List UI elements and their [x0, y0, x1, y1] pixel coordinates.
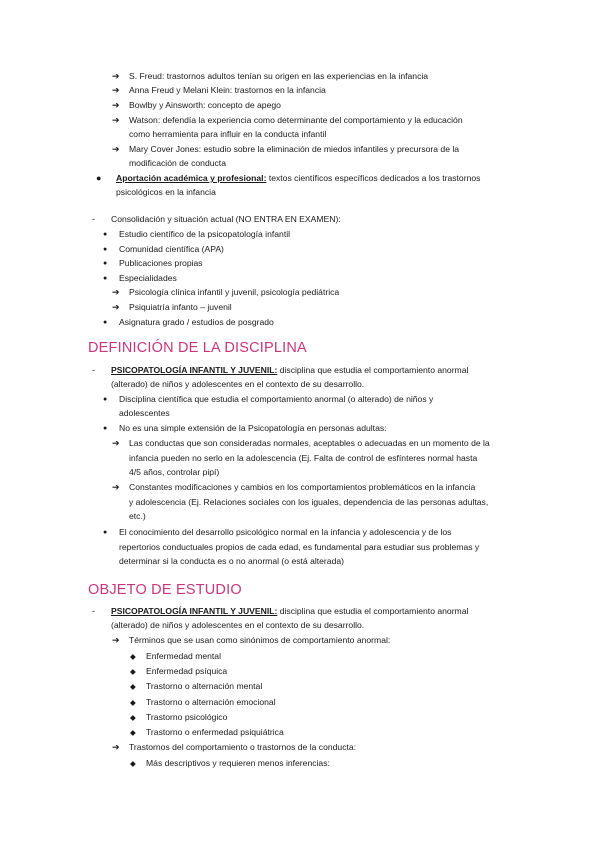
diamond-icon: ◆ [130, 652, 136, 661]
arrow-icon: ➔ [112, 71, 120, 81]
list-item: Más descriptivos y requieren menos inferencias: [146, 758, 330, 768]
list-item: Enfermedad psíquica [146, 666, 228, 676]
arrow-icon: ➔ [112, 85, 120, 95]
list-item: Psiquiatría infanto – juvenil [129, 302, 232, 312]
arrow-icon: ➔ [112, 287, 120, 297]
dash-icon: - [92, 214, 95, 224]
arrow-icon: ➔ [112, 635, 120, 645]
definition-line: PSICOPATOLOGÍA INFANTIL Y JUVENIL: disciplina que estudia el comportamiento anormal [111, 606, 469, 616]
list-item: Bowlby y Ainsworth: concepto de apego [129, 100, 281, 110]
list-item: Estudio científico de la psicopatología infantil [119, 229, 291, 239]
bullet-icon: ● [103, 319, 108, 326]
list-item: Trastorno o alternación emocional [146, 697, 276, 707]
section-heading: DEFINICIÓN DE LA DISCIPLINA [88, 340, 307, 356]
arrow-icon: ➔ [112, 302, 120, 312]
diamond-icon: ◆ [130, 682, 136, 691]
list-item: Watson: defendía la experiencia como determinante del comportamiento y la educación [129, 115, 463, 125]
list-item: Comunidad científica (APA) [119, 244, 224, 254]
bullet-icon: ● [103, 529, 108, 536]
bullet-icon: ● [103, 275, 108, 282]
list-item-cont: modificación de conducta [129, 158, 226, 168]
list-item-cont: 4/5 años, controlar pipí) [129, 467, 220, 477]
bullet-icon: ● [103, 246, 108, 253]
arrow-icon: ➔ [112, 742, 120, 752]
term-label: PSICOPATOLOGÍA INFANTIL Y JUVENIL: [111, 365, 278, 375]
list-item-cont: como herramienta para influir en la conducta infantil [129, 129, 327, 139]
list-item: Trastorno o alternación mental [146, 681, 263, 691]
list-item: Trastorno psicológico [146, 712, 228, 722]
bullet-icon: ● [103, 425, 108, 432]
list-item: Trastornos del comportamiento o trastornos de la conducta: [129, 742, 357, 752]
list-item: S. Freud: trastornos adultos tenían su origen en las experiencias en la infancia [129, 71, 429, 81]
definition-line: PSICOPATOLOGÍA INFANTIL Y JUVENIL: disciplina que estudia el comportamiento anormal [111, 365, 469, 375]
diamond-icon: ◆ [130, 728, 136, 737]
list-item: Disciplina científica que estudia el comportamiento anormal (o alterado) de niños y [119, 394, 434, 404]
list-item-cont: y adolescencia (Ej. Relaciones sociales con los iguales, dependencia de las personas adultas, [129, 497, 489, 507]
term-label: PSICOPATOLOGÍA INFANTIL Y JUVENIL: [111, 606, 278, 616]
list-item-cont: infancia pueden no serlo en la adolescencia (Ej. Falta de control de esfínteres normal hasta [129, 453, 478, 463]
dash-icon: - [92, 606, 95, 616]
arrow-icon: ➔ [112, 115, 120, 125]
list-item: Asignatura grado / estudios de posgrado [119, 317, 274, 327]
list-item: Mary Cover Jones: estudio sobre la eliminación de miedos infantiles y precursora de la [129, 144, 460, 154]
list-item-cont: etc.) [129, 511, 146, 521]
list-item: No es una simple extensión de la Psicopatología en personas adultas: [119, 423, 387, 433]
aportacion-label: Aportación académica y profesional: [116, 173, 267, 183]
list-item: Constantes modificaciones y cambios en los comportamientos problemáticos en la infancia [129, 482, 476, 492]
arrow-icon: ➔ [112, 438, 120, 448]
list-item-cont: adolescentes [119, 408, 170, 418]
list-item: Enfermedad mental [146, 651, 221, 661]
list-item-cont: determinar si la conducta es o no anormal (o está alterada) [119, 556, 344, 566]
list-item: El conocimiento del desarrollo psicológico normal en la infancia y adolescencia y de los [119, 527, 452, 537]
list-item: Las conductas que son consideradas normales, aceptables o adecuadas en un momento de la [129, 438, 490, 448]
diamond-icon: ◆ [130, 713, 136, 722]
diamond-icon: ◆ [130, 759, 136, 768]
dash-icon: - [92, 365, 95, 375]
list-item: Especialidades [119, 273, 177, 283]
list-item: Términos que se usan como sinónimos de comportamiento anormal: [129, 635, 391, 645]
list-item: Psicología clínica infantil y juvenil, psicología pediátrica [129, 287, 340, 297]
list-item-cont: repertorios conductuales propios de cada edad, es fundamental para estudiar sus problemas y [119, 542, 480, 552]
definition-line2: (alterado) de niños y adolescentes en el contexto de su desarrollo. [111, 379, 365, 389]
bullet-icon: ● [103, 231, 108, 238]
arrow-icon: ➔ [112, 482, 120, 492]
list-item: Trastorno o enfermedad psiquiátrica [146, 727, 284, 737]
section-heading: OBJETO DE ESTUDIO [88, 582, 242, 598]
diamond-icon: ◆ [130, 698, 136, 707]
diamond-icon: ◆ [130, 667, 136, 676]
bullet-icon: ● [96, 173, 102, 183]
arrow-icon: ➔ [112, 100, 120, 110]
bullet-icon: ● [103, 260, 108, 267]
definition-line2: (alterado) de niños y adolescentes en el contexto de su desarrollo. [111, 620, 365, 630]
consolidacion-title: Consolidación y situación actual (NO ENTRA EN EXAMEN): [111, 214, 341, 224]
bullet-icon: ● [103, 396, 108, 403]
aportacion-line2: psicológicos en la infancia [116, 187, 216, 197]
arrow-icon: ➔ [112, 144, 120, 154]
aportacion-line: Aportación académica y profesional: textos científicos específicos dedicados a los trastornos [116, 173, 481, 183]
list-item: Publicaciones propias [119, 258, 203, 268]
list-item: Anna Freud y Melani Klein: trastornos en la infancia [129, 85, 326, 95]
